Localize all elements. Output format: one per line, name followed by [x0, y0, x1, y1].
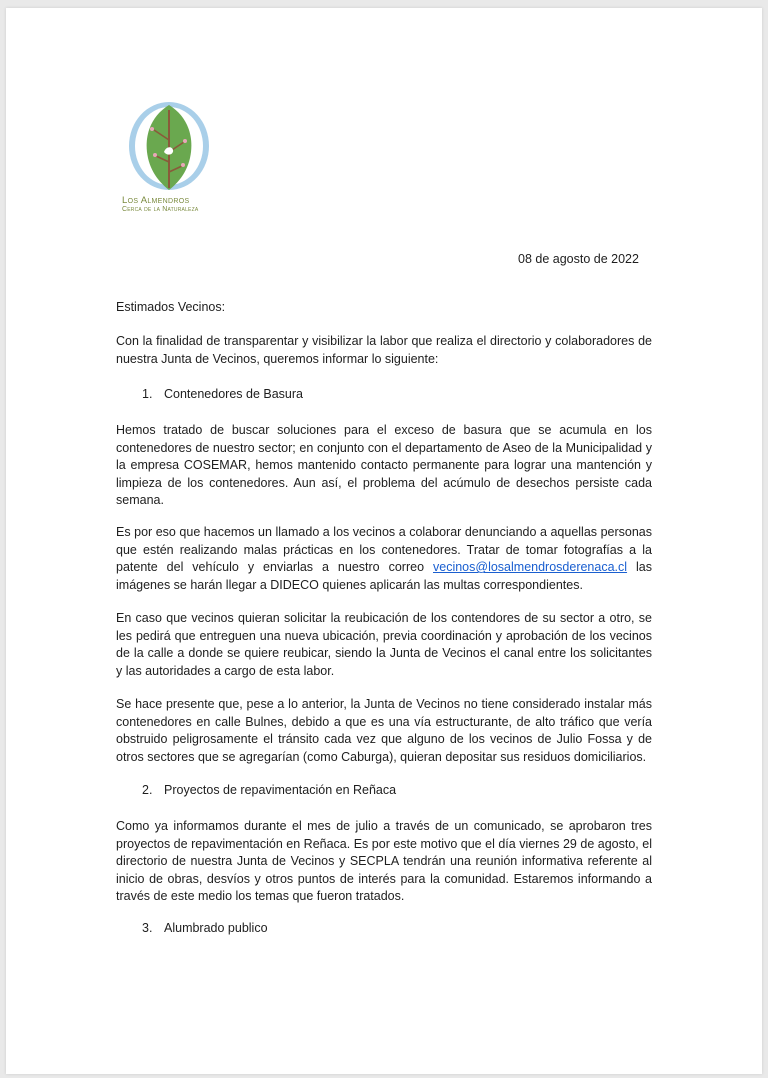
section1-paragraph4: Se hace presente que, pese a lo anterior, la Junta de Vecinos no tiene considerado instalar más contenedores en calle Bulnes, debido a que es una vía estructurante, de alto tráfico que vería obstruido peligrosamente el tránsito cada vez que alguno de los vecinos de Julio Fossa y de otros sectores que se agregarían (como Caburga), quieran depositar sus residuos domiciliarios.	[116, 697, 652, 764]
paragraph-text: las imágenes se harán llegar a DIDECO quienes aplicarán las multas correspondientes.	[116, 560, 652, 592]
section-title: Proyectos de repavimentación en Reñaca	[164, 783, 397, 797]
email-link[interactable]: vecinos@losalmendrosderenaca.cl	[433, 560, 628, 575]
organization-logo	[116, 100, 226, 213]
section1-paragraph1: Hemos tratado de buscar soluciones para el exceso de basura que se acumula en los contenedores de nuestro sector; en conjunto con el departamento de Aseo de la Municipalidad y la empresa COSEMAR, hemos mantenido contacto permanente para lograr una mantención y limpieza de los contenedores. Aun así, el problema del acúmulo de desechos persiste cada semana.	[116, 423, 652, 508]
section2-paragraph1: Como ya informamos durante el mes de julio a través de un comunicado, se aprobaron tres proyectos de repavimentación en Reñaca. Es por este motivo que el día viernes 29 de agosto, el directorio de nuestra Junta de Vecinos y SECPLA tendrán una reunión informativa referente al inicio de obras, desvíos y otros puntos de interés para la comunidad. Estaremos informando a través de este medio los temas que fueron tratados.	[116, 819, 652, 904]
logo-name: Los Almendros	[122, 195, 190, 206]
intro-paragraph: Con la finalidad de transparentar y visibilizar la labor que realiza el directorio y colaboradores de nuestra Junta de Vecinos, queremos informar lo siguiente:	[116, 334, 652, 366]
section-title: Alumbrado publico	[164, 921, 268, 935]
section1-paragraph3: En caso que vecinos quieran solicitar la reubicación de los contendores de su sector a otro, se les pedirá que entreguen una nueva ubicación, previa coordinación y aprobación de los vecinos de la calle a donde se quiere reubicar, siendo la Junta de Vecinos el canal entre los solicitantes y las autoridades a cargo de esta labor.	[116, 611, 652, 678]
logo-tagline: Cerca de la Naturaleza	[122, 206, 199, 213]
section-number: 1.	[142, 387, 153, 401]
paragraph-text: Es por eso que hacemos un llamado a los vecinos a colaborar denunciando a aquellas personas que estén realizando malas prácticas en los contenedores. Tratar de tomar fotografías a la patente del vehículo y enviarlas a nuestro correo	[116, 525, 652, 575]
section-title: Contenedores de Basura	[164, 387, 303, 401]
letter-date: 08 de agosto de 2022	[518, 252, 639, 266]
leaf-logo-icon	[128, 100, 214, 192]
section-number: 2.	[142, 783, 153, 797]
section-number: 3.	[142, 921, 153, 935]
section-heading-1	[142, 387, 303, 401]
section1-paragraph2	[116, 524, 652, 594]
section-heading-2	[142, 783, 396, 797]
greeting: Estimados Vecinos:	[116, 300, 226, 314]
letter-page	[6, 8, 762, 1074]
section-heading-3	[142, 921, 268, 935]
